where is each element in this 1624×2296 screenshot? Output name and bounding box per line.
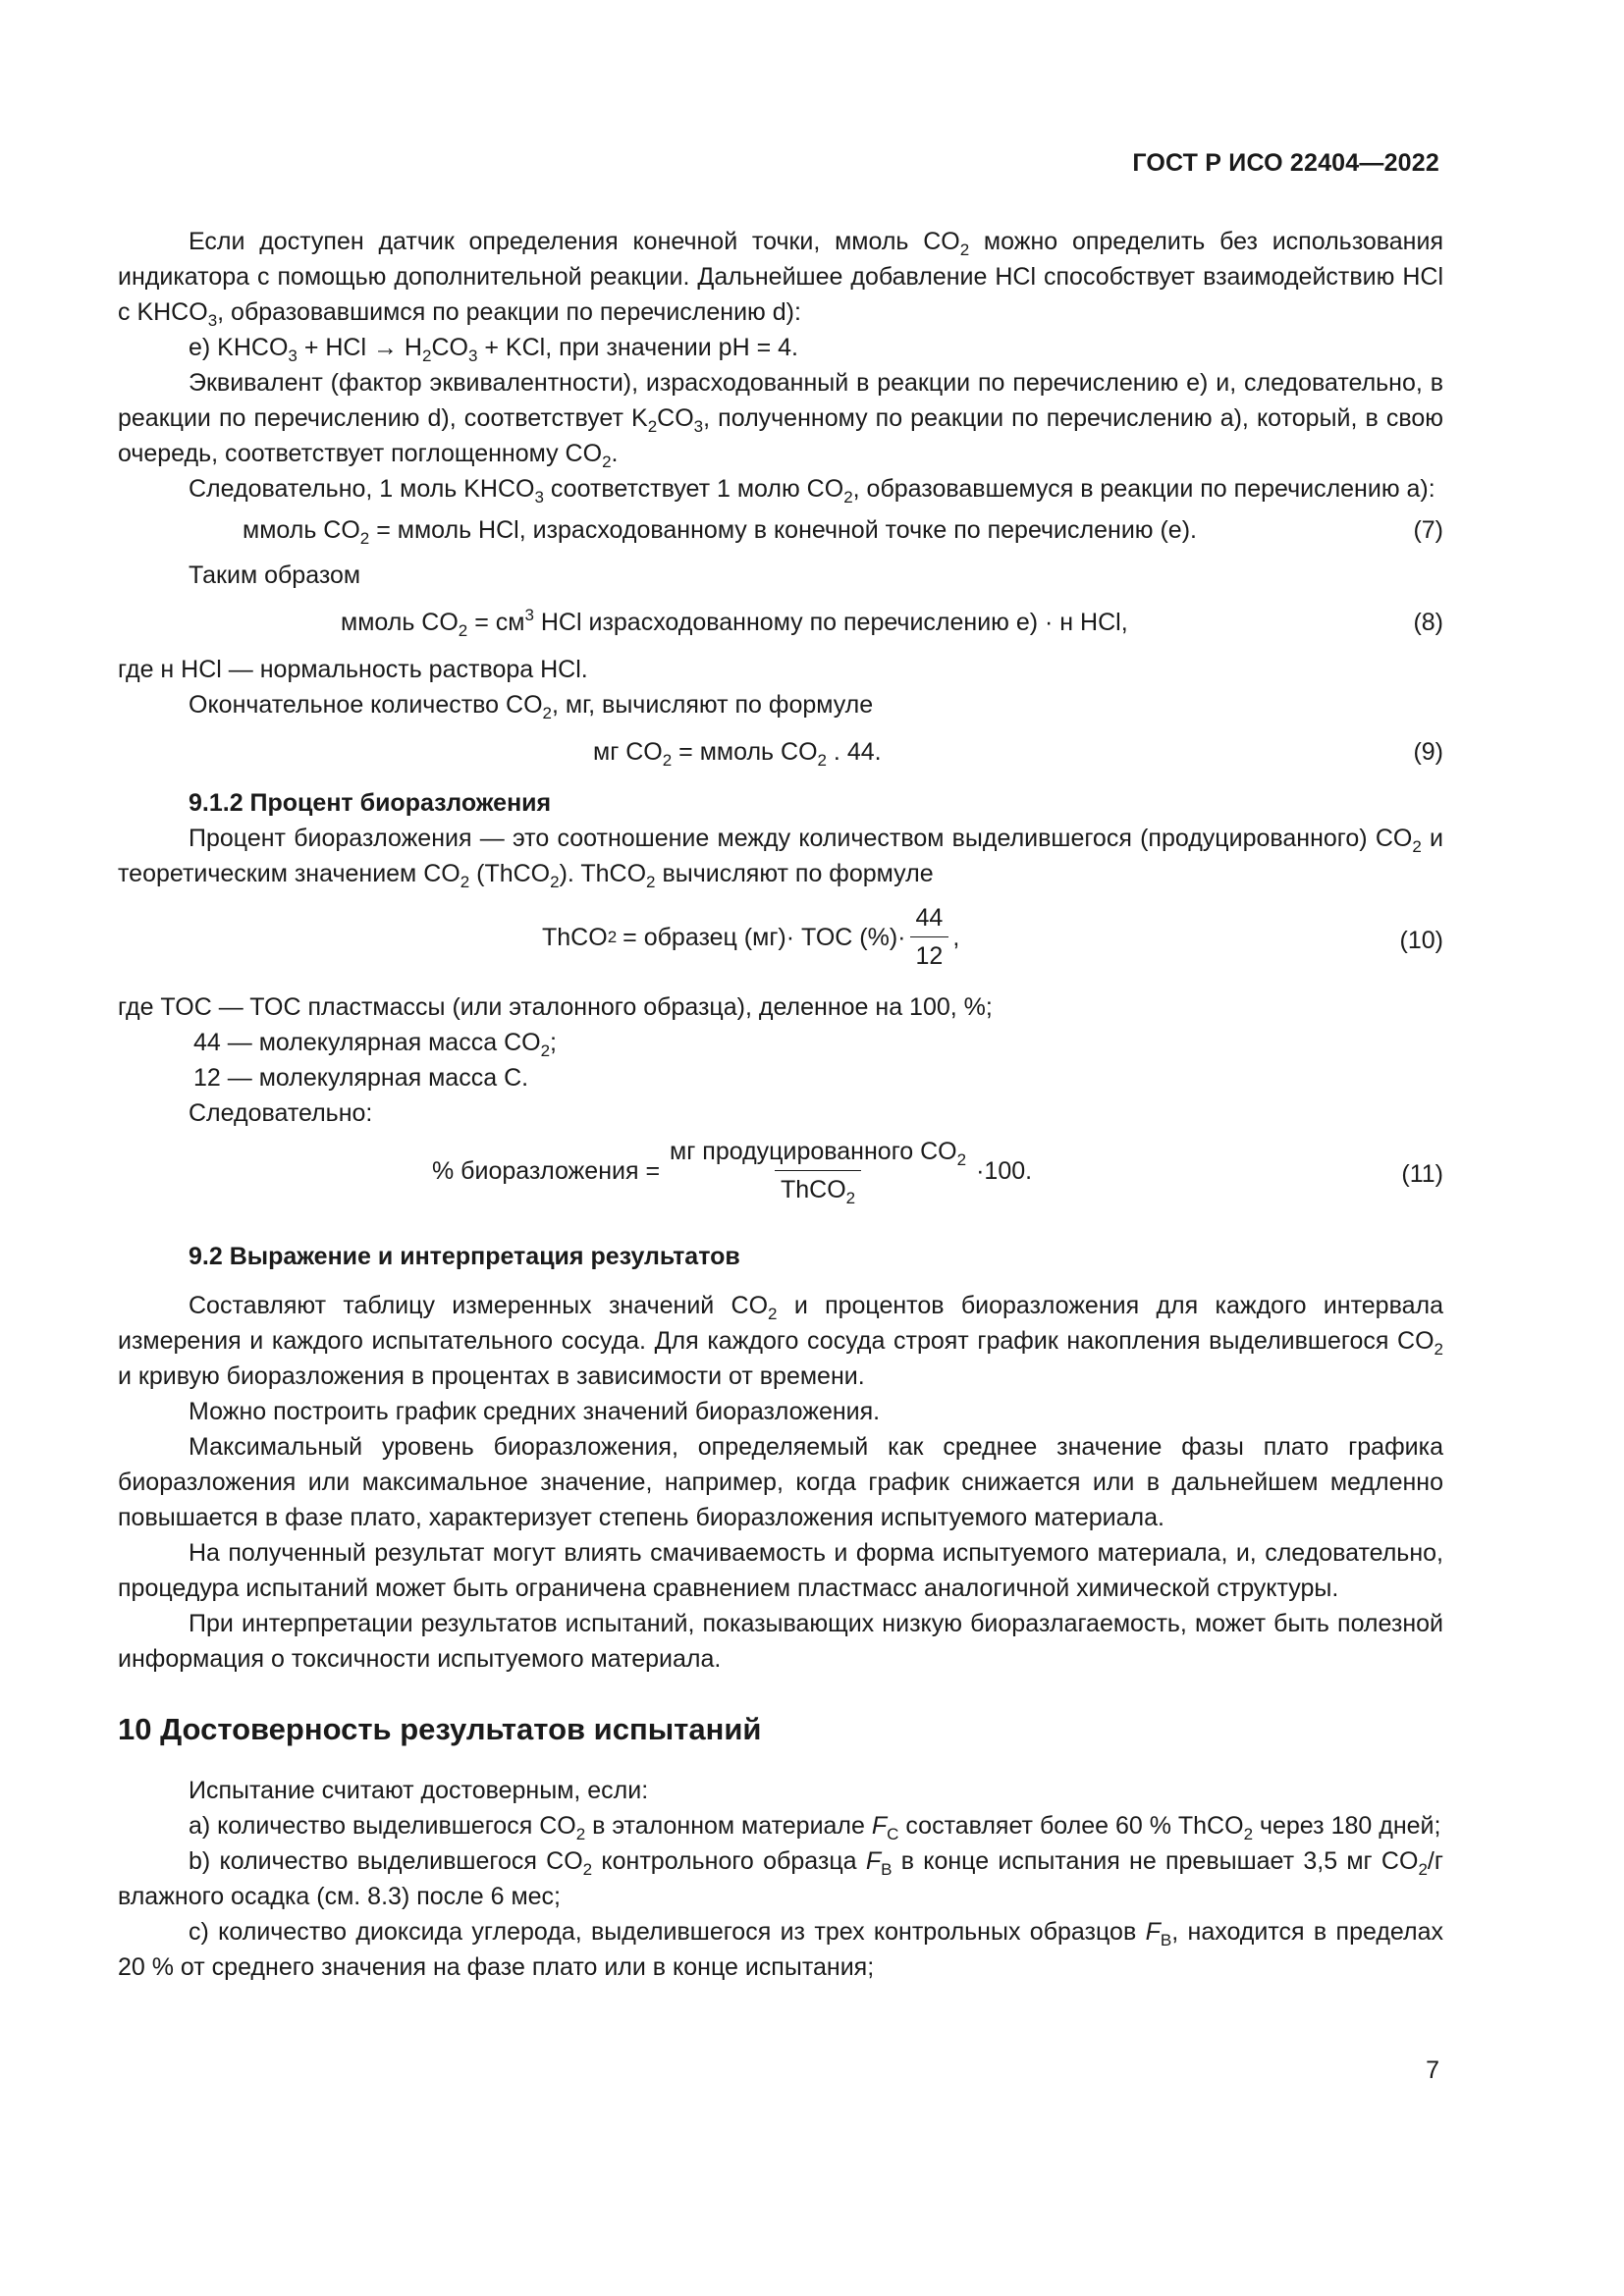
paragraph-max-level: Максимальный уровень биоразложения, определяемый как среднее значение фазы плато графика биоразложения или максимальное значение, например, когда график снижается или в дальнейшем медленно повышается в фазе плато, характеризует степень биоразложения испытуемого материала. bbox=[118, 1433, 1443, 1531]
equation-8: ммоль $CO_2 = см^3$ HCl израсходованному по перечислению e) · н HCl, (8) bbox=[341, 606, 1443, 640]
section-9-2-heading: 9.2 Выражение и интерпретация результатов bbox=[189, 1243, 740, 1270]
document-body bbox=[118, 224, 1443, 1985]
paragraph-thus: Таким образом bbox=[189, 561, 361, 589]
reaction-e: e) $KHCO_3$ + HCl → $H_2CO_3$ + KCl, при значении pH = 4. bbox=[189, 334, 798, 365]
paragraph-average-graph: Можно построить график средних значений биоразложения. bbox=[189, 1398, 881, 1425]
page-number: 7 bbox=[1426, 2056, 1439, 2084]
equation-10: ThCO 2 = образец (мг)· TOC (%)· $\frac{44}{12}$ , (10) bbox=[118, 895, 1443, 989]
paragraph-wettability: На полученный результат могут влиять смачиваемость и форма испытуемого материала, и, следовательно, процедура испытаний может быть ограничена сравнением пластмасс аналогичной химической структуры. bbox=[118, 1539, 1443, 1602]
paragraph-therefore: Следовательно: bbox=[189, 1099, 373, 1127]
paragraph-normality: где н HCl — нормальность раствора HCl. bbox=[118, 656, 588, 683]
definition-44: 44 — молекулярная масса $CO_2$; bbox=[193, 1029, 557, 1060]
fraction-44-12: $\frac{44}{12}$ bbox=[910, 901, 949, 973]
definition-toc: где TOC — TOC пластмассы (или эталонного образца), деленное на 100, %; bbox=[118, 993, 993, 1021]
equation-number: (11) bbox=[1401, 1160, 1443, 1188]
list-item-b: b) количество выделившегося $CO_2$ контрольного образца $F_B$ в конце испытания не превышает 3,5 мг $CO_2/г$ влажного осадка (см. 8.3) после 6 мес; bbox=[118, 1847, 1443, 1910]
paragraph-consequently: Следовательно, 1 моль $KHCO_3$ соответствует 1 молю $CO_2$, образовавшемуся в реакции по перечислению a): bbox=[189, 475, 1435, 507]
paragraph-biodegradation-percent: Процент биоразложения — это соотношение между количеством выделившегося (продуцированного) $CO_2$ и теоретическим значением $CO_2$ (ThCO$_2$). ThCO$_2$ вычисляют по формуле bbox=[118, 825, 1443, 891]
equation-11: % биоразложения = $\frac{мг продуцированного CO_2}{ThCO_2}$ ·100. (11) bbox=[118, 1133, 1443, 1223]
equation-number: (9) bbox=[1413, 738, 1443, 766]
equation-7: ммоль $CO_2$ = ммоль HCl, израсходованному в конечной точке по перечислению (e). (7) bbox=[118, 508, 1443, 554]
paragraph-table-values: Составляют таблицу измеренных значений $CO_2$ и процентов биоразложения для каждого интервала измерения и каждого испытательного сосуда. Для каждого сосуда строят график накопления выделившегося $CO_2$ и кривую биоразложения в процентах в зависимости от времени. bbox=[118, 1292, 1443, 1390]
list-item-c: c) количество диоксида углерода, выделившегося из трех контрольных образцов $F_B$, находится в пределах 20 % от среднего значения на фазе плато или в конце испытания; bbox=[118, 1918, 1443, 1981]
equation-9: мг $CO_2$ = ммоль $CO_2$ . 44. (9) bbox=[118, 728, 1443, 779]
paragraph-equivalent: Эквивалент (фактор эквивалентности), израсходованный в реакции по перечислению e) и, следовательно, в реакции по перечислению d), соответствует $K_2CO_3$, полученному по реакции по перечислению a), который, в свою очередь, соответствует поглощенному $CO_2$. bbox=[118, 369, 1443, 471]
fraction-biodegradation: $\frac{мг продуцированного CO_2}{ThCO_2}$ bbox=[670, 1138, 967, 1207]
document-header: ГОСТ Р ИСО 22404—2022 bbox=[1132, 149, 1439, 177]
section-9-1-2-heading: 9.1.2 Процент биоразложения bbox=[189, 789, 552, 817]
paragraph-endpoint-sensor: Если доступен датчик определения конечной точки, ммоль $CO_2$ можно определить без использования индикатора с помощью дополнительной реакции. Дальнейшее добавление HCl способствует взаимодействию HCl с $KHCO_3$, образовавшимся по реакции по перечислению d): bbox=[118, 228, 1443, 330]
section-10-heading: 10 Достоверность результатов испытаний bbox=[118, 1712, 762, 1746]
paragraph-valid-if: Испытание считают достоверным, если: bbox=[189, 1777, 649, 1804]
definition-12: 12 — молекулярная масса C. bbox=[193, 1064, 529, 1092]
paragraph-toxicity: При интерпретации результатов испытаний, показывающих низкую биоразлагаемость, может быть полезной информация о токсичности испытуемого материала. bbox=[118, 1610, 1443, 1673]
equation-number: (8) bbox=[1413, 609, 1443, 636]
equation-number: (10) bbox=[1399, 927, 1443, 954]
paragraph-final-amount: Окончательное количество $CO_2$, мг, вычисляют по формуле bbox=[189, 691, 874, 722]
equation-number: (7) bbox=[1413, 516, 1443, 544]
list-item-a: a) количество выделившегося $CO_2$ в эталонном материале $F_C$ составляет более 60 % ThCO$_2$ через 180 дней; bbox=[189, 1812, 1441, 1843]
